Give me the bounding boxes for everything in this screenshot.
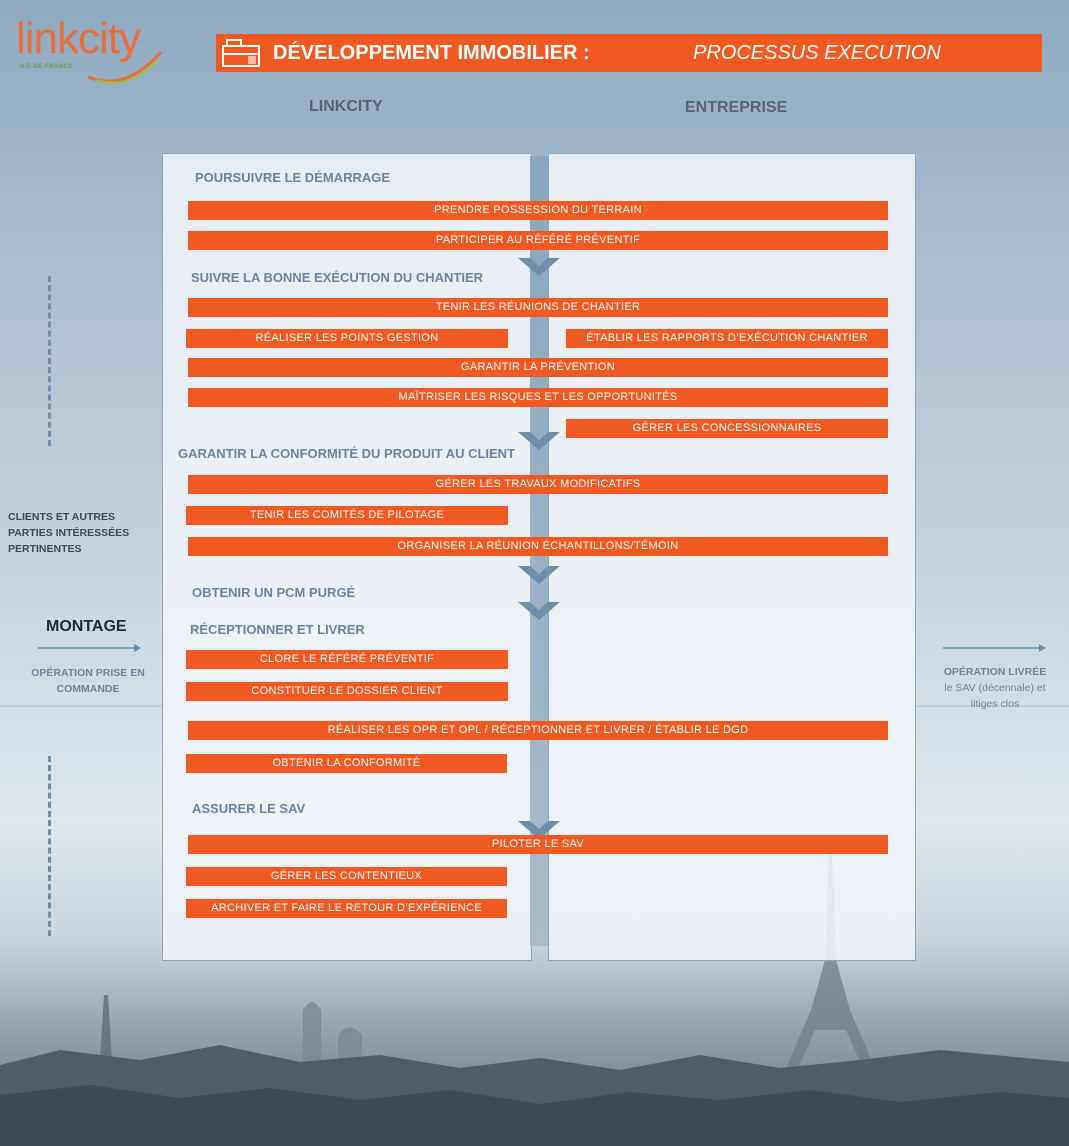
task-bar: PRENDRE POSSESSION DU TERRAIN (188, 201, 888, 220)
montage-label: MONTAGE (46, 618, 127, 635)
flow-arrow-icon (518, 256, 560, 278)
task-bar: GÉRER LES CONCESSIONNAIRES (566, 419, 888, 438)
task-bar: TENIR LES RÉUNIONS DE CHANTIER (188, 298, 888, 317)
task-bar: GÉRER LES TRAVAUX MODIFICATIFS (188, 475, 888, 494)
logo-wordmark: linkcity (16, 14, 141, 63)
logo-swoosh (86, 42, 166, 87)
flow-arrow-icon (518, 564, 560, 586)
input-arrow-icon (38, 642, 142, 654)
task-bar: PILOTER LE SAV (188, 835, 888, 854)
section-heading: RÉCEPTIONNER ET LIVRER (190, 622, 365, 637)
section-heading: OBTENIR UN PCM PURGÉ (192, 585, 356, 600)
page-subtitle: PROCESSUS EXECUTION (693, 41, 941, 64)
logo-subtitle: ILE-DE-FRANCE (20, 64, 74, 70)
task-bar: OBTENIR LA CONFORMITÉ (186, 754, 507, 773)
output-label: OPÉRATION LIVRÉE le SAV (décennale) et litiges clos (943, 666, 1047, 710)
task-bar: MAÎTRISER LES RISQUES ET LES OPPORTUNITÉS (188, 388, 888, 407)
task-bar: ÉTABLIR LES RAPPORTS D’EXÉCUTION CHANTIER (566, 329, 888, 348)
column-header-entreprise: ENTREPRISE (685, 99, 788, 116)
task-bar: ARCHIVER ET FAIRE LE RETOUR D’EXPÉRIENCE (186, 899, 507, 918)
task-bar: CLORE LE RÉFÉRÉ PRÉVENTIF (186, 650, 508, 669)
task-bar: RÉALISER LES POINTS GESTION (186, 329, 508, 348)
briefcase-icon (221, 38, 261, 68)
task-bar: PARTICIPER AU RÉFÉRÉ PRÉVENTIF (188, 231, 888, 250)
task-bar: CONSTITUER LE DOSSIER CLIENT (186, 682, 508, 701)
stakeholders-label: CLIENTS ET AUTRES PARTIES INTÉRESSÉES PERTINENTES (8, 511, 130, 555)
section-heading: GARANTIR LA CONFORMITÉ DU PRODUIT AU CLIENT (178, 446, 516, 461)
dashed-divider (48, 756, 54, 936)
column-header-linkcity: LINKCITY (309, 98, 383, 115)
dashed-divider (48, 276, 54, 446)
section-heading: SUIVRE LA BONNE EXÉCUTION DU CHANTIER (191, 270, 484, 285)
input-label: OPÉRATION PRISE EN COMMANDE (31, 667, 145, 695)
linkcity-logo (16, 14, 166, 74)
flow-arrow-icon (518, 430, 560, 452)
task-bar: GÉRER LES CONTENTIEUX (186, 867, 507, 886)
output-arrow-icon (943, 642, 1047, 654)
flow-arrow-icon (518, 600, 560, 622)
task-bar: GARANTIR LA PRÉVENTION (188, 358, 888, 377)
section-heading: POURSUIVRE LE DÉMARRAGE (195, 170, 391, 185)
task-bar: RÉALISER LES OPR ET OPL / RÉCEPTIONNER ET LIVRER / ÉTABLIR LE DGD (188, 721, 888, 740)
title-bar (216, 34, 1042, 72)
task-bar: ORGANISER LA RÉUNION ÉCHANTILLONS/TÉMOIN (188, 537, 888, 556)
task-bar: TENIR LES COMITÉS DE PILOTAGE (186, 506, 508, 525)
section-heading: ASSURER LE SAV (192, 801, 306, 816)
page-title: DÉVELOPPEMENT IMMOBILIER : (273, 41, 590, 64)
